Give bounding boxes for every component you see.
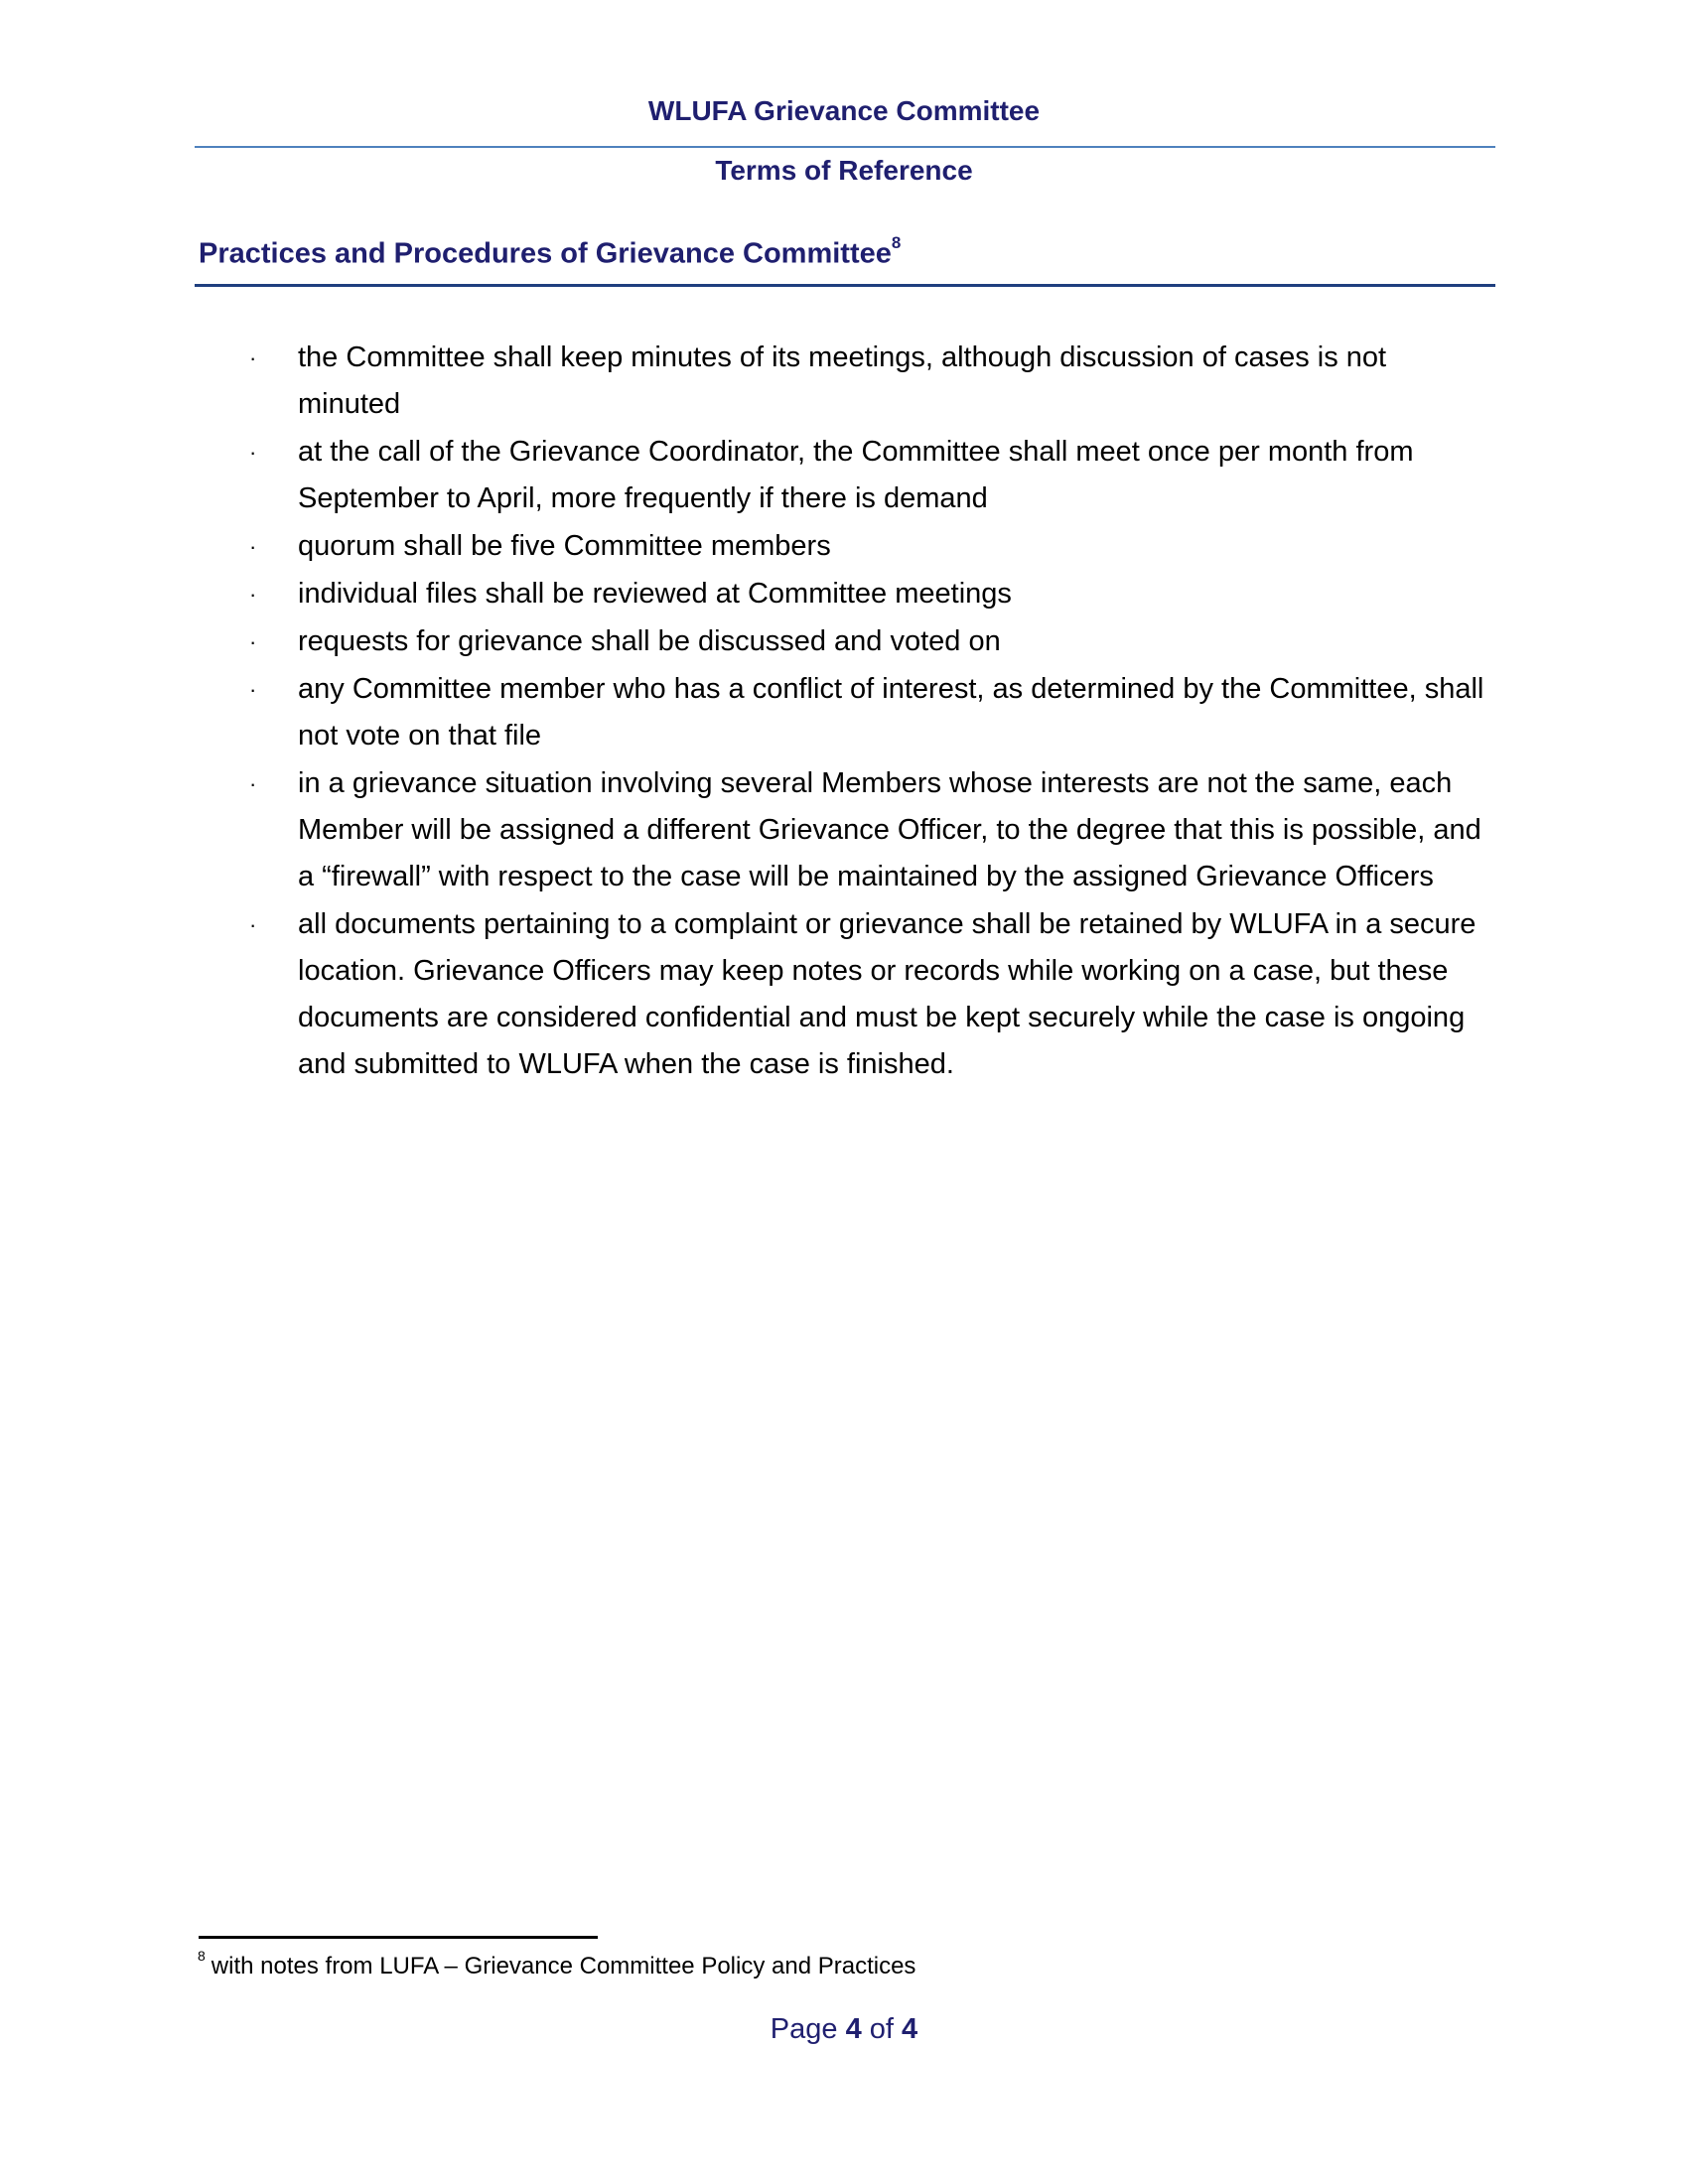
footnote-number: 8 xyxy=(198,1948,206,1964)
document-header-title: WLUFA Grievance Committee xyxy=(647,95,1041,126)
document-header-subtitle: Terms of Reference xyxy=(715,155,973,186)
bullet-icon: · xyxy=(249,534,257,559)
list-item-text: all documents pertaining to a complaint or grievance shall be retained by WLUFA in a secure location. Grievance Officers may keep notes or records while working on a case, but these documents are considered confidential and must be kept securely while the case is ongoing and submitted to WLUFA when the case is finished. xyxy=(298,908,1477,1080)
page-current: 4 xyxy=(845,2013,862,2045)
list-item-text: individual files shall be reviewed at Committee meetings xyxy=(298,578,1012,610)
list-item xyxy=(195,523,1485,570)
list-item-text: the Committee shall keep minutes of its meetings, although discussion of cases is not minuted xyxy=(298,341,1387,420)
bullet-icon: · xyxy=(249,629,257,654)
list-item xyxy=(195,666,1485,759)
list-item-text: quorum shall be five Committee members xyxy=(298,530,831,562)
bullet-icon: · xyxy=(249,440,257,465)
list-item xyxy=(195,571,1485,617)
footnote-text: with notes from LUFA – Grievance Committee Policy and Practices xyxy=(211,1953,916,1979)
footnote-separator xyxy=(199,1936,598,1939)
header-divider xyxy=(195,146,1495,148)
section-heading xyxy=(199,233,902,271)
section-divider xyxy=(195,284,1495,287)
footnote-reference: 8 xyxy=(891,233,902,252)
list-item xyxy=(195,618,1485,665)
list-item-text: requests for grievance shall be discussed and voted on xyxy=(298,625,1001,657)
list-item-text: at the call of the Grievance Coordinator, the Committee shall meet once per month from September to April, more frequently if there is demand xyxy=(298,436,1414,514)
footnote xyxy=(198,1948,916,1981)
section-heading-text: Practices and Procedures of Grievance Committee xyxy=(199,237,892,270)
list-item xyxy=(195,901,1485,1088)
list-item-text: any Committee member who has a conflict of interest, as determined by the Committee, shall not vote on that file xyxy=(298,673,1484,751)
bullet-icon: · xyxy=(249,582,257,607)
bullet-icon: · xyxy=(249,771,257,796)
page-separator: of xyxy=(869,2013,894,2045)
list-item xyxy=(195,760,1485,900)
bullet-icon: · xyxy=(249,677,257,702)
procedures-list xyxy=(195,335,1485,1089)
page-total: 4 xyxy=(902,2013,918,2045)
list-item xyxy=(195,335,1485,428)
bullet-icon: · xyxy=(249,912,257,937)
list-item xyxy=(195,429,1485,522)
page-label: Page xyxy=(770,2013,838,2045)
bullet-icon: · xyxy=(249,345,257,370)
page-number xyxy=(0,2015,1688,2044)
list-item-text: in a grievance situation involving several Members whose interests are not the same, each Member will be assigned a different Grievance Officer, to the degree that this is possible, and a “firewall” with respect to the case will be maintained by the assigned Grievance Officers xyxy=(298,767,1481,892)
